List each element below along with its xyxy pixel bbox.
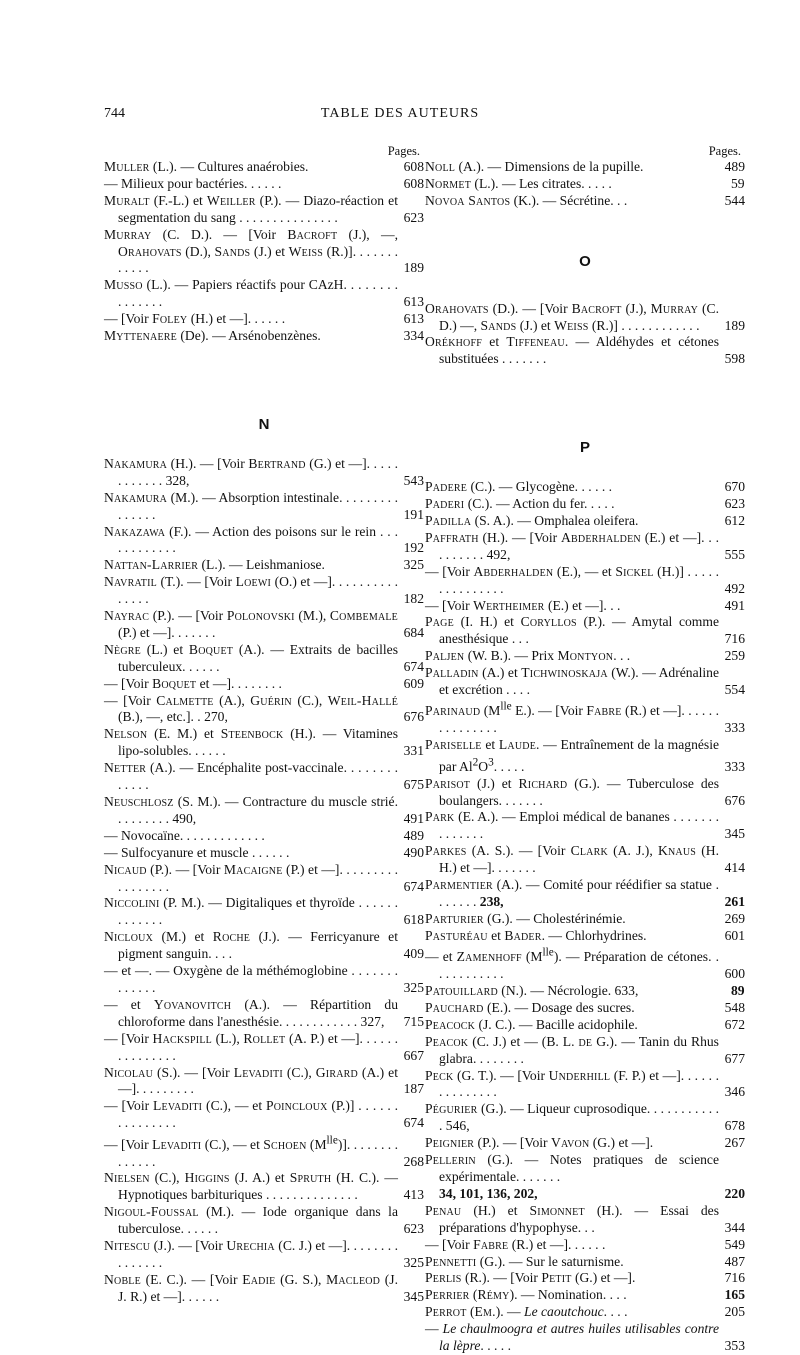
page-reference: 333 xyxy=(724,720,745,736)
index-entry xyxy=(104,159,424,176)
entry-text: Perrier (Rémy). — Nomination. . . . xyxy=(425,1287,627,1303)
index-entry xyxy=(425,1101,745,1135)
index-entry xyxy=(425,1000,745,1017)
index-entry xyxy=(425,1304,745,1321)
index-entry xyxy=(104,997,424,1031)
index-entry xyxy=(104,328,424,345)
entry-text: Nakazawa (F.). — Action des poisons sur le rein . . . . . . . . . . . . xyxy=(104,523,398,556)
page-reference: 325 xyxy=(403,979,424,995)
page-reference: 325 xyxy=(403,557,424,573)
pages-label: Pages. xyxy=(708,144,741,158)
page-reference: 487 xyxy=(724,1253,745,1269)
entry-text: Page (I. H.) et Coryllos (P.). — Amytal comme anesthésique . . . xyxy=(425,614,719,647)
page-reference: 182 xyxy=(403,591,424,607)
page-reference: 549 xyxy=(724,1236,745,1252)
entry-text: — [Voir Abderhalden (E.), — et Sickel (H.)] . . . . . . . . . . . . . . . xyxy=(425,563,719,596)
index-entry xyxy=(104,1132,424,1170)
page-reference: 623 xyxy=(403,1221,424,1237)
entry-text: Nattan-Larrier (L.). — Leishmaniose. xyxy=(104,557,325,573)
page-reference: 189 xyxy=(403,260,424,276)
index-entry: Patouillard (N.). — Nécrologie. 633, 89 xyxy=(425,983,745,999)
index-entry xyxy=(425,1270,745,1287)
index-entry xyxy=(104,524,424,558)
index-entry xyxy=(425,928,745,945)
page-reference: 674 xyxy=(403,1115,424,1131)
entry-text: Nègre (L.) et Boquet (A.). — Extraits de bacilles tuberculeux. . . . . . xyxy=(104,641,398,674)
pages-label: Pages. xyxy=(387,144,420,158)
section-letter-o: O xyxy=(579,252,591,270)
page-reference: 268 xyxy=(403,1153,424,1169)
entry-text: Peignier (P.). — [Voir Vavon (G.) et —]. xyxy=(425,1135,654,1151)
index-entry xyxy=(425,1321,745,1355)
page-reference: 716 xyxy=(724,631,745,647)
entry-text: Parturier (G.). — Cholestérinémie. xyxy=(425,910,626,926)
entry-text: — Sulfocyanure et muscle . . . . . . xyxy=(104,844,290,860)
entry-text: Perrot (Em.). — Le caoutchouc. . . . xyxy=(425,1304,628,1320)
entry-text: — et —. — Oxygène de la méthémoglobine . . . . . . . . . . . . . xyxy=(104,963,398,995)
entry-text: Orékhoff et Tiffeneau. — Aldéhydes et cétones substituées . . . . . . . xyxy=(425,334,720,367)
index-entry xyxy=(104,311,424,328)
index-entry xyxy=(104,642,424,676)
page-reference: 670 xyxy=(724,479,745,495)
page-reference: 489 xyxy=(724,159,745,174)
page-reference: 677 xyxy=(724,1050,745,1066)
page-reference: 600 xyxy=(724,966,745,982)
page-reference: 667 xyxy=(403,1047,424,1063)
entry-text: Nicaud (P.). — [Voir Macaigne (P.) et —]. . . . . . . . . . . . . . . . . xyxy=(104,861,398,894)
entry-text: Nelson (E. M.) et Steenbock (H.). — Vitamines lipo-solubles. . . . . . xyxy=(104,726,398,759)
entry-text: — Milieux pour bactéries. . . . . . xyxy=(104,175,282,191)
index-entry xyxy=(425,699,745,737)
entry-text: Paljen (W. B.). — Prix Montyon. . . xyxy=(425,648,631,664)
index-entry xyxy=(425,479,745,496)
entry-text: Parinaud ($M^{lle}$ E.). — [Voir Fabre (R.) et —]. . . . . . . . . . . . . . . xyxy=(425,700,720,736)
index-entry xyxy=(104,845,424,862)
entry-text: — [Voir Calmette (A.), Guérin (C.), Weil-Hallé (B.), —, etc.]. . 270, xyxy=(104,692,399,725)
page-reference: 613 xyxy=(403,311,424,327)
index-entry xyxy=(425,159,745,176)
page-reference: 344 xyxy=(724,1219,745,1235)
page-reference: 674 xyxy=(403,658,424,674)
entry-text: Nayrac (P.). — [Voir Polonovski (M.), Combemale (P.) et —]. . . . . . . xyxy=(104,608,398,640)
page-reference: 612 xyxy=(724,512,745,528)
page-reference: 676 xyxy=(724,792,745,808)
page-reference: 623 xyxy=(724,496,745,512)
index-entry xyxy=(425,1254,745,1271)
entry-text: — [Voir Foley (H.) et —]. . . . . . xyxy=(104,311,286,327)
index-entry xyxy=(425,1068,745,1102)
entry-text: — [Voir Boquet et —]. . . . . . . . xyxy=(104,675,282,691)
entry-text: Pennetti (G.). — Sur le saturnisme. xyxy=(425,1253,624,1269)
index-entry xyxy=(104,1031,424,1065)
entry-text: Netter (A.). — Encéphalite post-vaccinale. . . . . . . . . . . . . xyxy=(104,760,398,793)
entry-text: — [Voir Levaditi (C.), — et Poincloux (P.)] . . . . . . . . . . . . . . . xyxy=(104,1098,398,1131)
entry-text: Padere (C.). — Glycogène. . . . . . xyxy=(425,479,613,495)
page-reference: 191 xyxy=(403,506,424,522)
left-column xyxy=(104,144,424,1306)
entry-text: — Novocaïne. . . . . . . . . . . . . xyxy=(104,827,265,843)
page-reference: 409 xyxy=(403,946,424,962)
entry-text: Penau (H.) et Simonnet (H.). — Essai des préparations d'hypophyse. . . xyxy=(425,1202,720,1235)
entry-text: — [Voir Hackspill (L.), Rollet (A. P.) et —]. . . . . . . . . . . . . . . xyxy=(104,1030,398,1063)
entry-text: Palladin (A.) et Tichwinoskaja (W.). — Adrénaline et excrétion . . . . xyxy=(425,665,719,698)
index-entry xyxy=(104,277,424,311)
index-entry xyxy=(104,608,424,642)
page-reference: 543 xyxy=(403,472,424,488)
index-entry xyxy=(425,1287,745,1304)
index-entry xyxy=(104,895,424,929)
page-reference: 544 xyxy=(724,192,745,208)
page-reference: 678 xyxy=(724,1118,745,1134)
entry-text: Padilla (S. A.). — Omphalea oleifera. xyxy=(425,512,639,528)
index-entry xyxy=(425,301,745,335)
entry-text: Neuschlosz (S. M.). — Contracture du muscle strié. . . . . . . . . 490, xyxy=(104,794,398,826)
entry-text: Murray (C. D.). — [Voir Bacroft (J.), —, Orahovats (D.), Sands (J.) et Weiss (R.)]. . . . . . . . . . . . xyxy=(104,226,399,276)
index-entry xyxy=(425,843,745,877)
page-reference: 623 xyxy=(403,209,424,225)
page-reference: 490 xyxy=(403,844,424,860)
section-letter-n: N xyxy=(258,415,270,433)
page-reference: 608 xyxy=(403,175,424,191)
right-column xyxy=(425,144,745,1355)
entry-text: — [Voir Wertheimer (E.) et —]. . . xyxy=(425,597,621,613)
entry-text: Nitescu (J.). — [Voir Urechia (C. J.) et —]. . . . . . . . . . . . . . . xyxy=(104,1238,398,1270)
index-entry xyxy=(425,334,745,368)
page-reference: 608 xyxy=(403,159,424,174)
page-reference: 609 xyxy=(403,675,424,691)
index-entry xyxy=(425,1034,745,1068)
index-entry xyxy=(425,193,745,210)
index-entry xyxy=(104,963,424,997)
page-reference: 489 xyxy=(403,827,424,843)
page-reference: 325 xyxy=(403,1255,424,1270)
index-entry xyxy=(104,176,424,193)
page-reference: 205 xyxy=(724,1304,745,1320)
index-entry xyxy=(425,1135,745,1152)
page-reference: 491 xyxy=(403,810,424,826)
page-reference: 189 xyxy=(724,317,745,333)
index-entry xyxy=(425,614,745,648)
page-reference: 334 xyxy=(403,328,424,344)
index-entry xyxy=(425,809,745,843)
entry-text: Novoa Santos (K.). — Sécrétine. . . xyxy=(425,192,628,208)
page-reference: 345 xyxy=(403,1288,424,1304)
index-entry xyxy=(425,1237,745,1254)
entry-text: Peck (G. T.). — [Voir Underhill (F. P.) et —]. . . . . . . . . . . . . . . xyxy=(425,1067,719,1100)
index-entry xyxy=(104,726,424,760)
entry-text: Noble (E. C.). — [Voir Eadie (G. S.), Macleod (J. J. R.) et —]. . . . . . xyxy=(104,1271,398,1304)
index-entry xyxy=(425,496,745,513)
page-reference: 601 xyxy=(724,927,745,943)
index-entry xyxy=(104,794,424,828)
index-entry xyxy=(104,828,424,845)
entry-text: Pasturéau et Bader. — Chlorhydrines. xyxy=(425,927,647,943)
entry-text: Nakamura (H.). — [Voir Bertrand (G.) et —]. . . . . . . . . . . . 328, xyxy=(104,455,399,488)
entry-text: Pégurier (G.). — Liqueur cuprosodique. . . . . . . . . . . . 546, xyxy=(425,1101,719,1134)
index-entry xyxy=(425,1152,745,1203)
entry-text: Parmentier (A.). — Comité pour réédifier sa statue . . . . . . . 238, xyxy=(425,877,719,909)
index-entry xyxy=(104,490,424,524)
entry-text: Peacok (C. J.) et — (B. L. de G.). — Tanin du Rhus glabra. . . . . . . . xyxy=(425,1033,719,1066)
index-entry xyxy=(104,862,424,896)
entry-text: Pariselle et Laude. — Entraînement de la magnésie par $Al^2O^3$. . . . . xyxy=(425,737,720,774)
entry-text: — [Voir Levaditi (C.), — et Schoen $(M^{lle})$]. . . . . . . . . . . . . . xyxy=(104,1134,398,1169)
page-reference: 187 xyxy=(403,1081,424,1097)
entry-text: Navratil (T.). — [Voir Loewi (O.) et —]. . . . . . . . . . . . . . . xyxy=(104,574,398,607)
page-reference: 548 xyxy=(724,999,745,1015)
page-reference: 346 xyxy=(724,1084,745,1100)
page-reference: 715 xyxy=(403,1013,424,1029)
index-entry xyxy=(104,1170,424,1204)
index-entry xyxy=(425,776,745,810)
page-reference: 331 xyxy=(403,743,424,759)
entry-text: Normet (L.). — Les citrates. . . . . xyxy=(425,175,612,191)
index-entry xyxy=(104,557,424,574)
section-letter-p: P xyxy=(579,439,590,457)
page-reference: 554 xyxy=(724,682,745,698)
page-reference: 716 xyxy=(724,1270,745,1286)
index-entry xyxy=(104,456,424,490)
page-number: 744 xyxy=(104,106,125,121)
index-entry xyxy=(425,564,745,598)
index-entry xyxy=(425,911,745,928)
entry-text: — et Zamenhoff $(M^{lle})$. — Préparation de cétones. . . . . . . . . . . . xyxy=(425,946,720,982)
entry-text: Muralt (F.-L.) et Weiller (P.). — Diazo-réaction et segmentation du sang . . . . . . . . . . . . . . . xyxy=(104,192,398,225)
entry-text: Orahovats (D.). — [Voir Bacroft (J.), Murray (C. D.) —, Sands (J.) et Weiss (R.)] . . . . . . . . . . . . xyxy=(425,300,719,333)
page-reference: 674 xyxy=(403,878,424,894)
page-reference: 618 xyxy=(403,912,424,928)
entry-text: Perlis (R.). — [Voir Petit (G.) et —]. xyxy=(425,1270,636,1286)
index-entry xyxy=(425,1203,745,1237)
page-reference: 675 xyxy=(403,777,424,793)
entry-text: Parkes (A. S.). — [Voir Clark (A. J.), Knaus (H. H.) et —]. . . . . . . xyxy=(425,843,719,876)
index-entry xyxy=(104,1204,424,1238)
index-entry xyxy=(104,760,424,794)
page-reference: 267 xyxy=(724,1135,745,1151)
page-reference: 492 xyxy=(724,580,745,596)
entry-text: — [Voir Fabre (R.) et —]. . . . . . xyxy=(425,1236,606,1252)
entry-text: Pellerin (G.). — Notes pratiques de science expérimentale. . . . . . . 34, 101, 136, 202, xyxy=(425,1152,719,1201)
entry-text: Muller (L.). — Cultures anaérobies. xyxy=(104,159,309,174)
running-title: TABLE DES AUTEURS xyxy=(320,106,480,121)
entry-text: Parisot (J.) et Richard (G.). — Tuberculose des boulangers. . . . . . . xyxy=(425,775,720,808)
index-entry xyxy=(104,574,424,608)
index-entry xyxy=(425,877,745,911)
page-reference: 684 xyxy=(403,624,424,640)
entry-text: Nakamura (M.). — Absorption intestinale. . . . . . . . . . . . . . . xyxy=(104,489,398,522)
entry-text: Noll (A.). — Dimensions de la pupille. xyxy=(425,159,644,174)
page-reference: 598 xyxy=(724,351,745,367)
page-reference: 613 xyxy=(403,294,424,310)
page-reference: 676 xyxy=(403,709,424,725)
page-reference: 353 xyxy=(724,1338,745,1354)
index-entry xyxy=(425,945,745,983)
index-entry xyxy=(104,929,424,963)
page-reference: 261 xyxy=(724,893,745,909)
index-entry xyxy=(425,513,745,530)
entry-text: Nigoul-Foussal (M.). — Iode organique dans la tuberculose. . . . . . xyxy=(104,1204,398,1237)
index-entry xyxy=(104,227,424,278)
entry-text: — et Yovanovitch (A.). — Répartition du chloroforme dans l'anesthésie. . . . . . . . . . . . 327, xyxy=(104,996,399,1029)
page-reference: 414 xyxy=(724,860,745,876)
page-reference: 413 xyxy=(403,1187,424,1203)
index-entry xyxy=(425,598,745,615)
index-entry xyxy=(425,530,745,564)
index-entry xyxy=(104,1238,424,1272)
page-reference: 165 xyxy=(724,1287,745,1303)
index-entry xyxy=(425,1017,745,1034)
page-reference: 672 xyxy=(724,1016,745,1032)
entry-text: Paffrath (H.). — [Voir Abderhalden (E.) et —]. . . . . . . . . . 492, xyxy=(425,529,720,562)
entry-text: Patouillard (N.). — Nécrologie. 633, xyxy=(425,983,639,999)
entry-text: Peacock (J. C.). — Bacille acidophile. xyxy=(425,1016,638,1032)
page-reference: 345 xyxy=(724,826,745,842)
entry-text: Park (E. A.). — Emploi médical de bananes . . . . . . . . . . . . . . xyxy=(425,809,719,842)
index-entry xyxy=(425,737,745,775)
page-reference: 555 xyxy=(724,546,745,562)
entry-text: Nicloux (M.) et Roche (J.). — Ferricyanure et pigment sanguin. . . . xyxy=(104,929,398,962)
entry-text: Paderi (C.). — Action du fer. . . . . xyxy=(425,496,615,512)
index-entry xyxy=(104,1098,424,1132)
page-reference: 220 xyxy=(724,1185,745,1201)
entry-text: Niccolini (P. M.). — Digitaliques et thyroïde . . . . . . . . . . . . . xyxy=(104,895,398,928)
page-reference: 333 xyxy=(724,758,745,774)
index-entry xyxy=(104,193,424,227)
entry-text: — Le chaulmoogra et autres huiles utilisables contre la lèpre. . . . . xyxy=(425,1321,719,1354)
index-entry: Normet (L.). — Les citrates. . . . . 59 xyxy=(425,175,745,191)
entry-text: Nicolau (S.). — [Voir Levaditi (C.), Girard (A.) et —]. . . . . . . . . xyxy=(104,1064,398,1097)
page-header xyxy=(0,106,800,126)
index-entry xyxy=(425,665,745,699)
page-reference: 192 xyxy=(403,540,424,556)
index-entry xyxy=(104,1272,424,1306)
entry-text: Musso (L.). — Papiers réactifs pour CAzH. . . . . . . . . . . . . . . xyxy=(104,277,398,310)
entry-text: Nielsen (C.), Higgins (J. A.) et Spruth (H. C.). — Hypnotiques barbituriques . . . . . . . . . . . . . . xyxy=(104,1170,398,1203)
entry-text: Pauchard (E.). — Dosage des sucres. xyxy=(425,999,635,1015)
index-entry xyxy=(104,676,424,693)
page-reference: 259 xyxy=(724,648,745,664)
page-reference: 269 xyxy=(724,910,745,926)
page-reference: 491 xyxy=(724,597,745,613)
entry-text: Myttenaere (De). — Arsénobenzènes. xyxy=(104,328,321,344)
index-entry xyxy=(104,693,424,727)
index-entry xyxy=(104,1065,424,1099)
index-entry xyxy=(425,648,745,665)
